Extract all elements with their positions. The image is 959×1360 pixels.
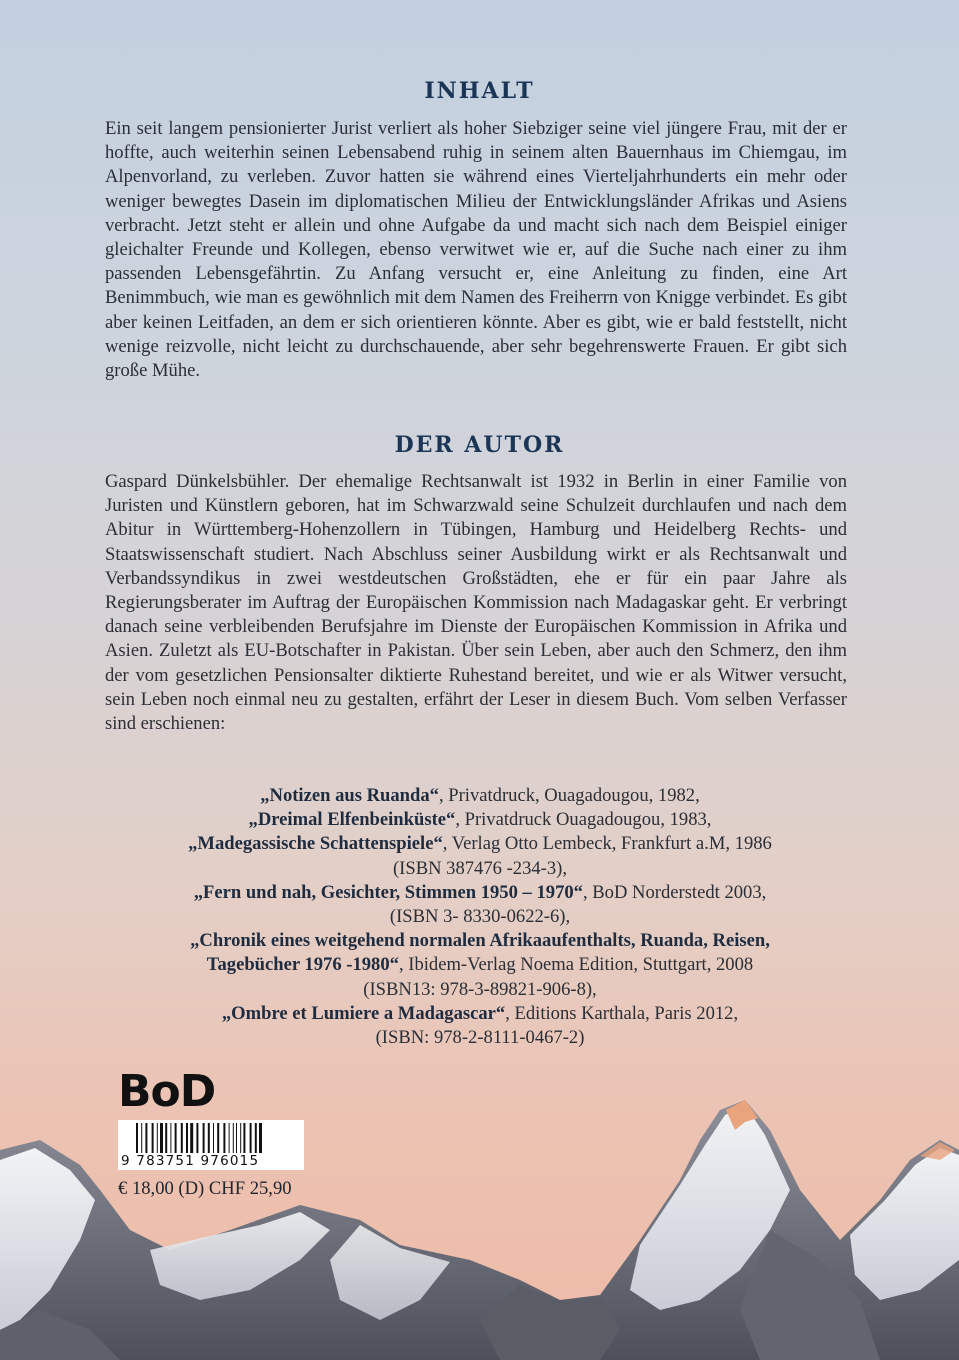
publication-item [100,1002,860,1026]
publication-item [100,857,860,881]
publication-item [100,905,860,929]
publication-title: „Fern und nah, Gesichter, Stimmen 1950 – 1970“ [193,881,583,903]
barcode-bar [233,1123,234,1153]
publication-title: Tagebücher 1976 -1980“ [206,954,399,976]
barcode-bars [136,1123,300,1153]
publication-details: (ISBN 3- 8330-0622-6), [389,906,571,928]
barcode-bar [243,1123,245,1153]
barcode-bar [165,1123,167,1153]
barcode-bar [186,1123,188,1153]
publication-title: „Notizen aus Ruanda“ [260,785,439,806]
publication-details: , BoD Norderstedt 2003, [582,881,767,903]
barcode-bar [152,1123,154,1153]
author-text: Gaspard Dünkelsbühler. Der ehemalige Rechtsanwalt ist 1932 in Berlin in einer Familie von Juristen und Künstlern geboren, hat im Schwarzwald seine Schulzeit durchlaufen und nach dem Abitur in Württemberg-Hohenzollern in Tübingen, Hamburg und Heidelberg Rechts- und Staatswissenschaft studiert. Nach Abschluss seiner Ausbildung wirkt er als Rechtsanwalt und Verbandssyndikus in zwei westdeutschen Großstädten, ehe er für ein paar Jahre als Regierungsberater im Auftrag der Europäischen Kommission nach Madagaskar geht. Er verbringt danach seine verbleibenden Berufsjahre im Dienste der Europäischen Kommission in Afrika und Asien. Zuletzt als EU-Botschafter in Pakistan. Über sein Leben, aber auch den Schmerz, den ihm der vom gesetzlichen Pensionsalter diktierte Ruhestand bereitet, und wie er als Witwer versucht, sein Leben noch einmal neu zu gestalten, erfährt der Leser in diesem Buch. Vom selben Verfasser sind erschienen: [105,471,847,735]
publication-title: „Chronik eines weitgehend normalen Afrikaaufenthalts, Ruanda, Reisen, [190,930,770,952]
publication-title: „Ombre et Lumiere a Madagascar“ [221,1002,506,1024]
publication-list [100,784,860,1050]
barcode-bar [229,1123,230,1153]
barcode-bar [240,1123,241,1153]
content-heading: INHALT [424,78,535,104]
publication-details: , Editions Karthala, Paris 2012, [505,1002,739,1024]
barcode-bar [157,1123,158,1153]
publication-item [100,1026,860,1050]
publication-details: , Ibidem-Verlag Noema Edition, Stuttgart, 2008 [398,954,754,976]
barcode-bar [175,1123,177,1153]
barcode-bar [190,1123,193,1153]
barcode-bar [136,1123,138,1153]
content-text: Ein seit langem pensionierter Jurist verliert als hoher Siebziger seine viel jüngere Frau, mit der er hoffte, auch weiterhin seinen Lebensabend ruhig in seinem alten Bauernhaus im Chiemgau, im Alpenvorland, zu verleben. Zuvor hatten sie während eines Vierteljahrhunderts ein mehr oder weniger bewegtes Dasein im diplomatischen Milieu der Entwicklungsländer Afrikas und Asiens verbracht. Jetzt steht er allein und ohne Aufgabe da und macht sich nach dem Beispiel einiger gleichalter Freunde und Kollegen, ebenso verwitwet wie er, auf die Suche nach einer zu ihm passenden Lebensgefährtin. Zu Anfang versucht er, eine Anleitung zu finden, eine Art Benimmbuch, wie man es gewöhnlich mit dem Namen des Freiherrn von Knigge verbindet. Es gibt aber keinen Leitfaden, an dem er sich orientieren könnte. Aber es gibt, wie er bald feststellt, nicht wenige reizvolle, nicht leicht zu durchschauende, aber sehr begehrenswerte Frauen. Er gibt sich große Mühe. [105,118,847,382]
isbn-barcode [118,1120,304,1170]
barcode-bar [181,1123,183,1153]
barcode-bar [170,1123,171,1153]
publication-details: (ISBN: 978-2-8111-0467-2) [375,1027,585,1049]
barcode-bar [236,1123,237,1153]
publication-item [100,881,860,905]
barcode-bar [141,1123,142,1153]
publication-item [100,929,860,953]
barcode-bar [223,1123,225,1153]
barcode-bar [255,1123,257,1153]
barcode-bar [259,1123,262,1153]
barcode-bar [217,1123,219,1153]
publisher-logo: BoD [118,1066,216,1117]
publication-details: , Privatdruck, Ouagadougou, 1982, [438,785,700,806]
price-label: € 18,00 (D) CHF 25,90 [118,1178,292,1199]
publication-item [100,808,860,832]
publication-item [100,832,860,856]
publication-item [100,978,860,1002]
publication-title: „Madegassische Schattenspiele“ [188,833,443,855]
publication-item [100,784,860,808]
barcode-bar [203,1123,205,1153]
publication-details: (ISBN13: 978-3-89821-906-8), [363,978,597,1000]
publication-details: (ISBN 387476 -234-3), [392,857,568,879]
barcode-bar [145,1123,147,1153]
barcode-bar [250,1123,252,1153]
barcode-bar [160,1123,163,1153]
publication-details: , Privatdruck Ouagadougou, 1983, [455,809,712,831]
publication-title: „Dreimal Elfenbeinküste“ [248,809,456,831]
barcode-bar [213,1123,214,1153]
author-heading: DER AUTOR [394,432,565,458]
barcode-bar [208,1123,210,1153]
publication-details: , Verlag Otto Lembeck, Frankfurt a.M, 1986 [442,833,772,855]
barcode-bar [196,1123,198,1153]
barcode-digits: 9 783751 976015 [121,1153,260,1169]
publication-item [100,953,860,977]
